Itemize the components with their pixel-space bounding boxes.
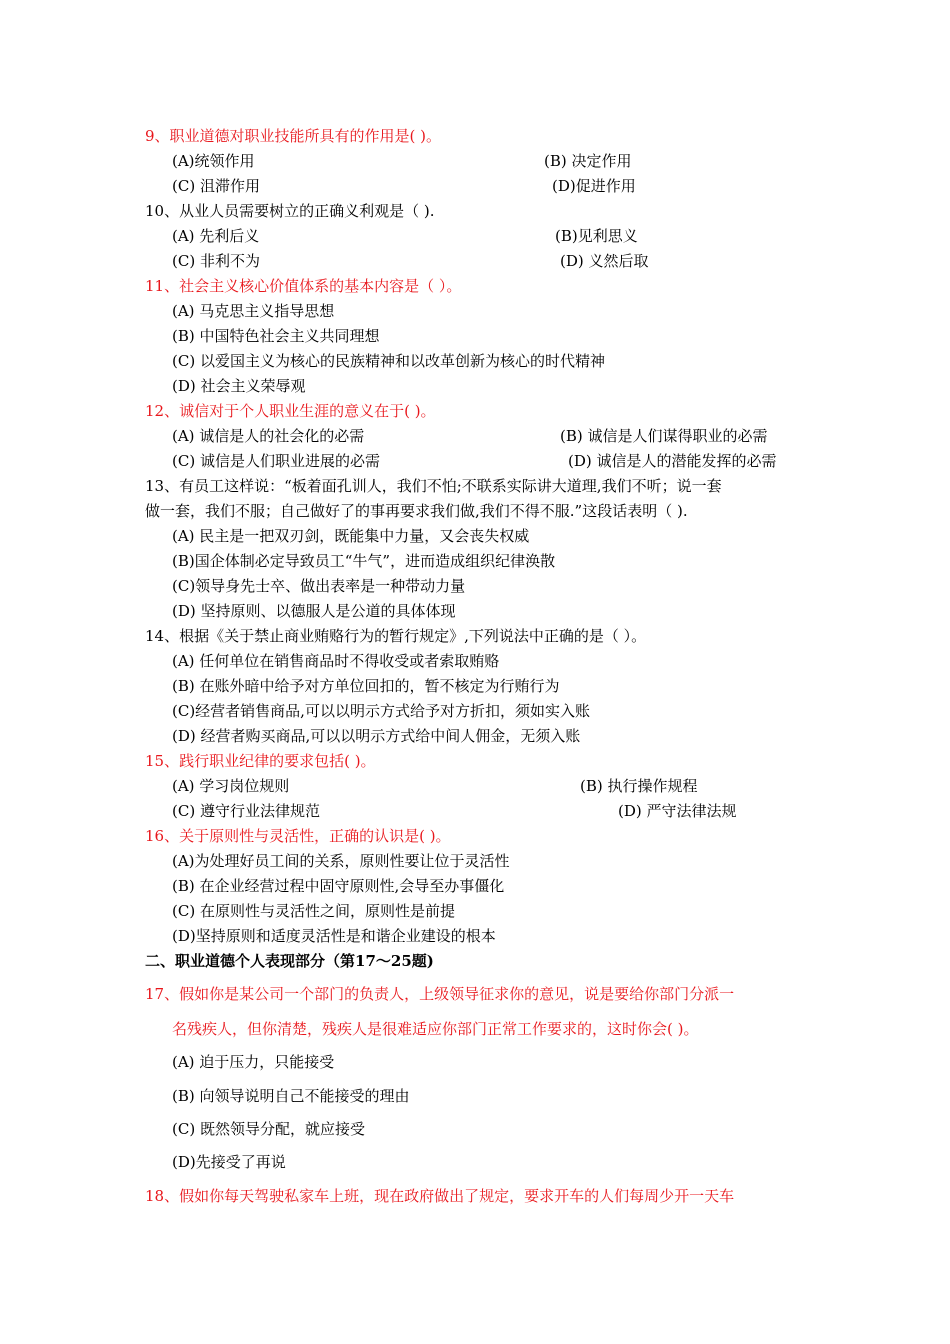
question-14-option-c: (C)经营者销售商品,可以以明示方式给予对方折扣，须如实入账 xyxy=(172,702,590,720)
question-14-option-a: (A) 任何单位在销售商品时不得收受或者索取贿赂 xyxy=(172,652,500,670)
question-10-option-a: (A) 先利后义 xyxy=(172,227,260,245)
question-16-option-c: (C) 在原则性与灵活性之间，原则性是前提 xyxy=(172,902,455,920)
question-13-option-d: (D) 坚持原则、以德服人是公道的具体体现 xyxy=(172,602,456,620)
question-15-option-b: (B) 执行操作规程 xyxy=(580,777,698,795)
question-11-option-b: (B) 中国特色社会主义共同理想 xyxy=(172,327,380,345)
question-15-option-d: (D) 严守法律法规 xyxy=(618,802,737,820)
question-12-option-c: (C) 诚信是人们职业进展的必需 xyxy=(172,452,380,470)
question-16-option-b: (B) 在企业经营过程中固守原则性,会导至办事僵化 xyxy=(172,877,505,895)
question-12-option-b: (B) 诚信是人们谋得职业的必需 xyxy=(560,427,768,445)
question-9-option-a: (A)统领作用 xyxy=(172,152,255,170)
question-9-option-c: (C) 沮滞作用 xyxy=(172,177,260,195)
question-16-option-a: (A)为处理好员工间的关系，原则性要让位于灵活性 xyxy=(172,852,510,870)
question-16-stem: 16、关于原则性与灵活性，正确的认识是( )。 xyxy=(145,827,451,845)
question-17-option-c: (C) 既然领导分配，就应接受 xyxy=(172,1120,365,1138)
question-13-option-b: (B)国企体制必定导致员工“牛气”，进而造成组织纪律涣散 xyxy=(172,552,556,570)
question-13-stem-line-1: 13、有员工这样说：“板着面孔训人，我们不怕;不联系实际讲大道理,我们不听；说一套 xyxy=(145,477,722,495)
question-15-option-a: (A) 学习岗位规则 xyxy=(172,777,290,795)
question-13-option-a: (A) 民主是一把双刃剑，既能集中力量，又会丧失权威 xyxy=(172,527,530,545)
question-11-option-d: (D) 社会主义荣辱观 xyxy=(172,377,306,395)
question-10-option-b: (B)见利思义 xyxy=(555,227,638,245)
question-11-option-c: (C) 以爱国主义为核心的民族精神和以改革创新为核心的时代精神 xyxy=(172,352,605,370)
question-9-option-d: (D)促进作用 xyxy=(552,177,636,195)
question-17-option-d: (D)先接受了再说 xyxy=(172,1153,286,1171)
question-14-option-d: (D) 经营者购买商品,可以以明示方式给中间人佣金，无须入账 xyxy=(172,727,581,745)
question-11-stem: 11、社会主义核心价值体系的基本内容是（ ）。 xyxy=(145,277,462,295)
question-12-stem: 12、诚信对于个人职业生涯的意义在于( )。 xyxy=(145,402,436,420)
question-13-stem-line-2: 做一套，我们不服；自己做好了的事再要求我们做,我们不得不服.”这段话表明（ ). xyxy=(145,502,688,520)
question-17-stem-line-1: 17、假如你是某公司一个部门的负责人，上级领导征求你的意见，说是要给你部门分派一 xyxy=(145,985,735,1003)
question-12-option-a: (A) 诚信是人的社会化的必需 xyxy=(172,427,365,445)
question-16-option-d: (D)坚持原则和适度灵活性是和谐企业建设的根本 xyxy=(172,927,496,945)
question-17-option-a: (A) 迫于压力，只能接受 xyxy=(172,1053,335,1071)
question-13-option-c: (C)领导身先士卒、做出表率是一种带动力量 xyxy=(172,577,466,595)
question-11-option-a: (A) 马克思主义指导思想 xyxy=(172,302,335,320)
question-17-stem-line-2: 名残疾人，但你清楚，残疾人是很难适应你部门正常工作要求的，这时你会( )。 xyxy=(172,1020,699,1038)
question-9-option-b: (B) 决定作用 xyxy=(544,152,632,170)
question-14-option-b: (B) 在账外暗中给予对方单位回扣的，暂不核定为行贿行为 xyxy=(172,677,560,695)
question-9-stem: 9、职业道德对职业技能所具有的作用是( )。 xyxy=(145,127,442,145)
question-15-option-c: (C) 遵守行业法律规范 xyxy=(172,802,320,820)
question-10-option-c: (C) 非利不为 xyxy=(172,252,260,270)
question-15-stem: 15、践行职业纪律的要求包括( )。 xyxy=(145,752,376,770)
section-heading: 二、职业道德个人表现部分（第17～25题) xyxy=(145,952,434,970)
question-10-stem: 10、从业人员需要树立的正确义利观是（ ). xyxy=(145,202,435,220)
question-12-option-d: (D) 诚信是人的潜能发挥的必需 xyxy=(568,452,777,470)
question-14-stem: 14、根据《关于禁止商业贿赂行为的暂行规定》,下列说法中正确的是（ ）。 xyxy=(145,627,647,645)
question-10-option-d: (D) 义然后取 xyxy=(560,252,649,270)
question-17-option-b: (B) 向领导说明自己不能接受的理由 xyxy=(172,1087,410,1105)
question-18-stem: 18、假如你每天驾驶私家车上班，现在政府做出了规定，要求开车的人们每周少开一天车 xyxy=(145,1187,735,1205)
